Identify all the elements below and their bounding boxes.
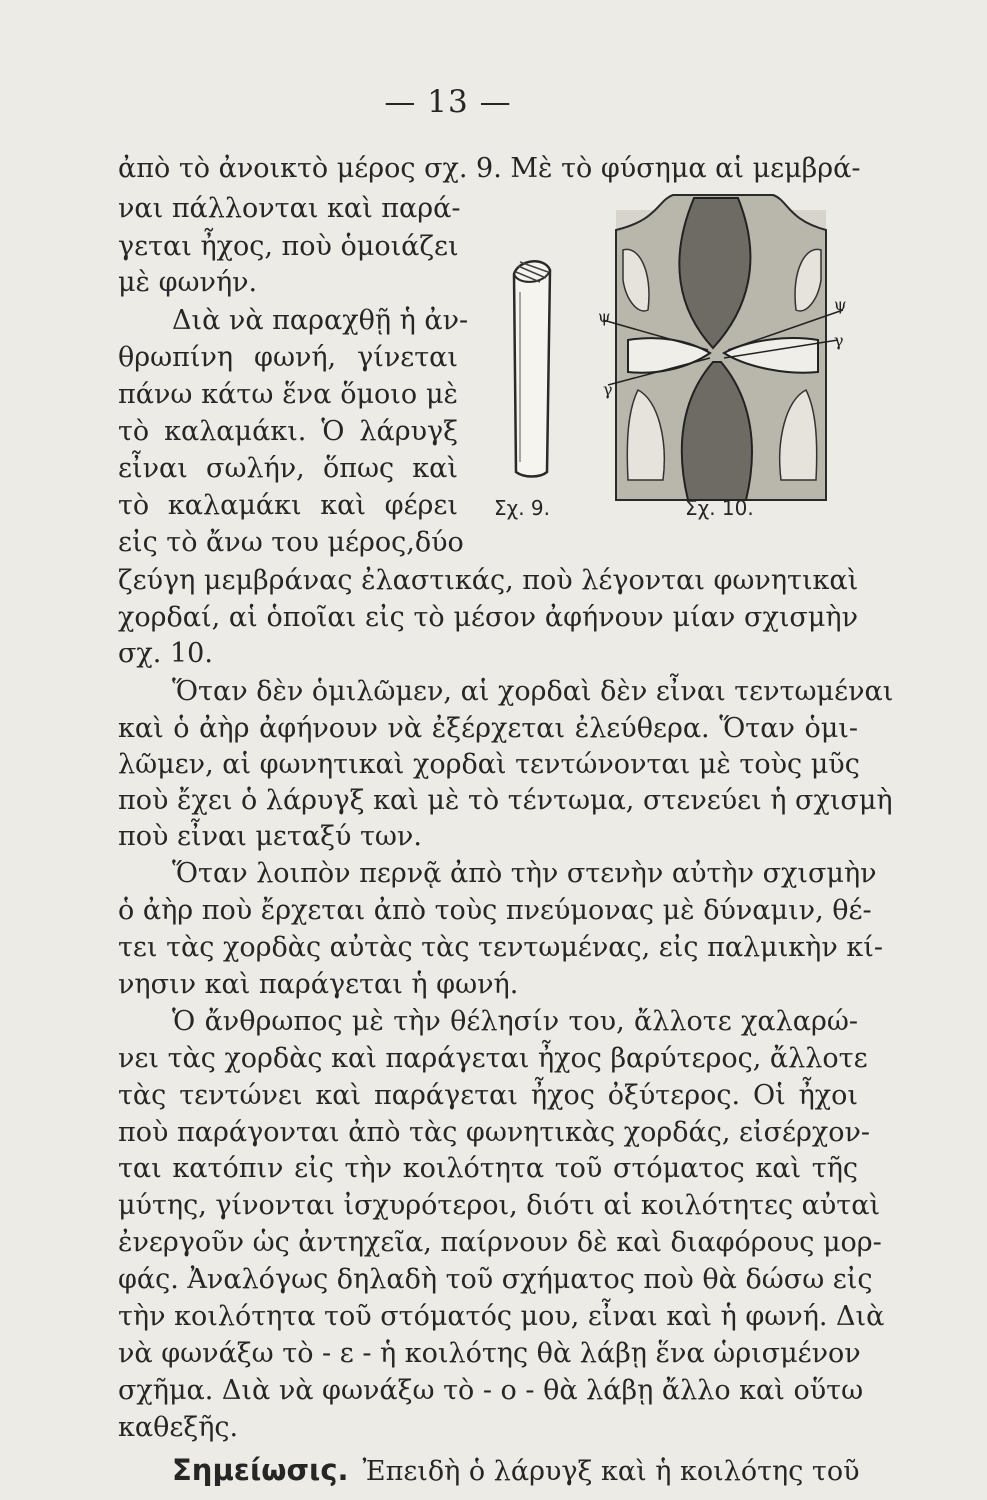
text-line: ἀπὸ τὸ ἀνοικτὸ μέρος σχ. 9. Μὲ τὸ φύσημα αἱ μεμβρά- (118, 153, 861, 184)
text-line: τει τὰς χορδὰς αὐτὰς τὰς τεντωμένας, εἰς παλμικὴν κί- (118, 932, 883, 963)
text-line: ποὺ εἶναι μεταξύ των. (118, 821, 422, 852)
text-line: νει τὰς χορδὰς καὶ παράγεται ἦχος βαρύτερος, ἄλλοτε (118, 1043, 868, 1074)
text-line: σχῆμα. Διὰ νὰ φωνάξω τὸ - ο - θὰ λάβῃ ἄλλο καὶ οὕτω (118, 1375, 864, 1406)
text-line: ποὺ ἔχει ὁ λάρυγξ καὶ μὲ τὸ τέντωμα, στενεύει ἡ σχισμὴ (118, 785, 893, 816)
text-line: Διὰ νὰ παραχθῇ ἡ ἀν- (172, 305, 469, 336)
text-line: Ὅταν δὲν ὁμιλῶμεν, αἱ χορδαὶ δὲν εἶναι τεντωμέναι (172, 676, 894, 707)
text-line: εἶναι σωλήν, ὅπως καὶ (118, 453, 458, 484)
figure-9-reed (500, 252, 570, 482)
text-line: γεται ἦχος, ποὺ ὁμοιάζει (118, 231, 459, 262)
text-line: ναι πάλλονται καὶ παρά- (118, 193, 461, 224)
fig10-label: γ (603, 380, 613, 399)
text-line: ται κατόπιν εἰς τὴν κοιλότητα τοῦ στόματος καὶ τῆς (118, 1153, 858, 1184)
text-line: πάνω κάτω ἕνα ὅμοιο μὲ (118, 379, 458, 410)
fig10-label: ψ (598, 307, 611, 326)
text-line: τὸ καλαμάκι καὶ φέρει (118, 490, 458, 521)
page-number: — 13 — (384, 84, 512, 120)
text-line: λῶμεν, αἱ φωνητικαὶ χορδαὶ τεντώνονται μὲ τοὺς μῦς (118, 749, 860, 780)
text-line: Ὅταν λοιπὸν περνᾷ ἀπὸ τὴν στενὴν αὐτὴν σχισμὴν (172, 858, 877, 889)
note-label: Σημείωσις. (172, 1453, 349, 1487)
text-line: εἰς τὸ ἄνω του μέρος,δύο (118, 527, 464, 558)
text-line: τὸ καλαμάκι. Ὁ λάρυγξ (118, 416, 458, 447)
text-line: καθεξῆς. (118, 1412, 239, 1443)
fig10-label: ψ (834, 295, 847, 314)
figure-10-caption: Σχ. 10. (685, 496, 754, 520)
fig10-label: γ (834, 331, 844, 350)
text-line: νησιν καὶ παράγεται ἡ φωνή. (118, 969, 519, 1000)
text-line: τὴν κοιλότητα τοῦ στόματός μου, εἶναι καὶ ἡ φωνή. Διὰ (118, 1301, 885, 1332)
text-line: ζεύγη μεμβράνας ἐλαστικάς, ποὺ λέγονται φωνητικαὶ (118, 565, 859, 596)
text-line: μὲ φωνήν. (118, 267, 258, 298)
text-line: χορδαί, αἱ ὁποῖαι εἰς τὸ μέσον ἀφήνουν μίαν σχισμὴν (118, 602, 858, 633)
text-line: ποὺ παράγονται ἀπὸ τὰς φωνητικὰς χορδάς, εἰσέρχον- (118, 1117, 871, 1148)
text-line: τὰς τεντώνει καὶ παράγεται ἦχος ὀξύτερος. Οἱ ἦχοι (118, 1080, 858, 1111)
text-line: ἐνεργοῦν ὡς ἀντηχεῖα, παίρνουν δὲ καὶ διαφόρους μορ- (118, 1227, 882, 1258)
figure-9-caption: Σχ. 9. (494, 496, 550, 520)
note-text: Ἐπειδὴ ὁ λάρυγξ καὶ ἡ κοιλότης τοῦ (362, 1456, 860, 1487)
text-line: θρωπίνη φωνή, γίνεται (118, 342, 458, 373)
text-line: φάς. Ἀναλόγως δηλαδὴ τοῦ σχήματος ποὺ θὰ δώσω εἰς (118, 1264, 873, 1295)
figure-10-larynx (598, 190, 848, 510)
text-line: σχ. 10. (118, 638, 213, 669)
text-line: μύτης, γίνονται ἰσχυρότεροι, διότι αἱ κοιλότητες αὐταὶ (118, 1190, 881, 1221)
text-line: ὁ ἀὴρ ποὺ ἔρχεται ἀπὸ τοὺς πνεύμονας μὲ δύναμιν, θέ- (118, 895, 872, 926)
text-line: Ὁ ἄνθρωπος μὲ τὴν θέλησίν του, ἄλλοτε χαλαρώ- (172, 1006, 858, 1037)
text-line: νὰ φωνάξω τὸ - ε - ἡ κοιλότης θὰ λάβῃ ἕνα ὡρισμένον (118, 1338, 861, 1369)
note-line (172, 1452, 858, 1490)
text-line: καὶ ὁ ἀὴρ ἀφήνουν νὰ ἐξέρχεται ἐλεύθερα. Ὅταν ὁμι- (118, 713, 858, 744)
